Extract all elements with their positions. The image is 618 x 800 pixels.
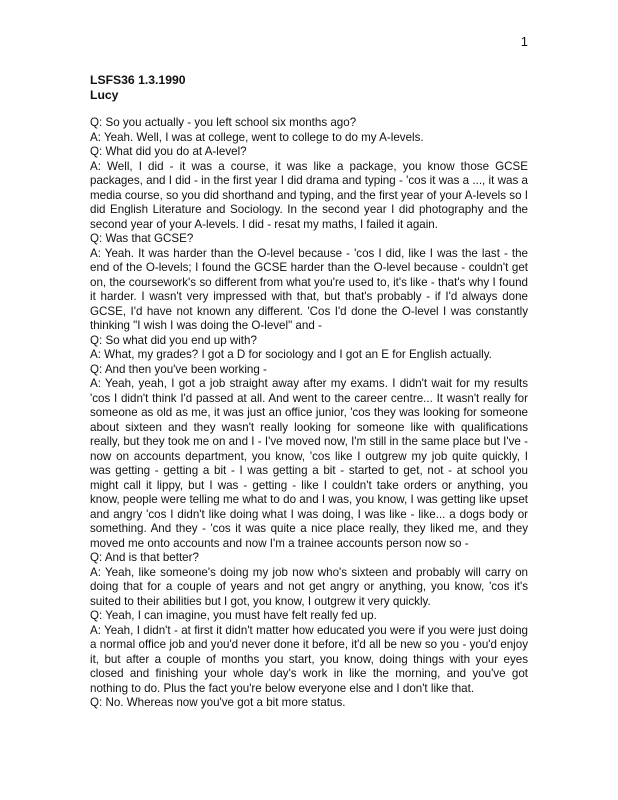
page-number: 1 [520,34,528,49]
transcript-line: Q: And is that better? [90,551,199,564]
transcript-line: Q: What did you do at A-level? [90,145,247,158]
transcript-line: A: Yeah, I didn't - at first it didn't matter how educated you were if you were just doing a normal office job and you'd never done it before, it'd all be new so you - you'd enjoy it, but after a couple of months you start, you know, doing things with your eyes closed and finishing your whole day's work in like the morning, and you've got nothing to do. Plus the fact you're below everyone else and I don't like that. [90,623,528,695]
transcript-line: A: What, my grades? I got a D for sociology and I got an E for English actually. [90,348,492,361]
interview-reference: LSFS36 1.3.1990 [90,73,186,87]
transcript-line: Q: Was that GCSE? [90,232,194,245]
transcript-line: Q: No. Whereas now you've got a bit more status. [90,696,346,709]
transcript-line: Q: So you actually - you left school six months ago? [90,116,357,129]
transcript-line: A: Yeah, yeah, I got a job straight away after my exams. I didn't wait for my results 'cos I didn't think I'd passed at all. And went to the career centre... It wasn't really for someone as old as me, it was just an office junior, 'cos they was looking for someone about sixteen and they wasn't really looking for someone like with qualifications really, but they took me on and I - I've moved now, I'm still in the same place but I've - now on accounts department, you know, 'cos like I outgrew my job quite quickly, I was getting - getting a bit - I was getting a bit - started to get, not - at school you might call it lippy, but I was - getting - like I couldn't take orders or anything, you know, people were telling me what to do and I was, you know, I was getting like upset and angry 'cos I didn't like doing what I was doing, I was like - like... a dogs body or something. And they - 'cos it was quite a nice place really, they liked me, and they moved me onto accounts and now I'm a trainee accounts person now so - [90,377,528,550]
transcript-line: Q: And then you've been working - [90,362,267,376]
interview-transcript [90,116,528,711]
transcript-line: Q: Yeah, I can imagine, you must have felt really fed up. [90,609,377,622]
interviewee-name: Lucy [90,87,119,102]
transcript-line: Q: So what did you end up with? [90,333,257,347]
transcript-line: A: Well, I did - it was a course, it was like a package, you know those GCSE packages, and I did - in the first year I did drama and typing - 'cos it was a ..., it was a media course, so you did shorthand and typing, and the first year of your A-levels so I did English Literature and Sociology. In the second year I did photography and the second year of your A-levels. I did - resat my maths, I failed it again. [90,159,528,231]
transcript-line: A: Yeah. It was harder than the O-level because - 'cos I did, like I was the last - the end of the O-levels; I found the GCSE harder than the O-level because - couldn't get on, the coursework's so different from what you're used to, it's like - that's why I found it harder. I wasn't very impressed with that, but that's probably - if I'd always done GCSE, I'd have not known any different. 'Cos I'd done the O-level I was constantly thinking "I wish I was doing the O-level" and - [90,246,528,332]
document-header [90,73,186,102]
transcript-line: A: Yeah. Well, I was at college, went to college to do my A-levels. [90,130,424,144]
transcript-line: A: Yeah, like someone's doing my job now who's sixteen and probably will carry on doing that for a couple of years and not get angry or anything, you know, 'cos it's suited to their abilities but I got, you know, I outgrew it very quickly. [90,565,528,608]
